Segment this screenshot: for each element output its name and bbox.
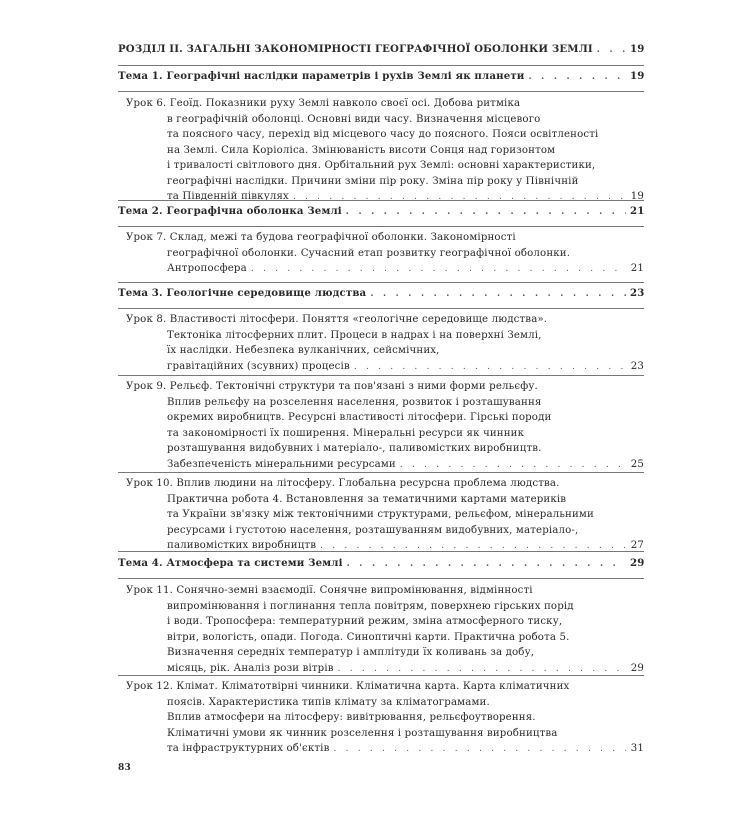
dot-leader [597,43,626,59]
dot-leader [400,458,626,474]
topic-heading [118,286,644,302]
dot-leader [529,70,627,86]
lesson-line: Урок 10. Вплив людини на літосферу. Глобальна ресурсна проблема людства. [126,478,560,489]
lesson-line: Урок 6. Геоїд. Показники руху Землі навколо своєї осі. Добова ритміка [126,98,521,109]
divider [118,91,644,92]
divider [118,472,644,473]
lesson-line: Урок 11. Сонячно-земні взаємодії. Сонячне випромінювання, відмінності [126,585,533,596]
divider [118,578,644,579]
lesson-line: Вплив рельєфу на розселення населення, розвиток і розташування [167,396,542,408]
section-page: 19 [630,43,645,55]
lesson-line: Забезпеченість мінеральними ресурсами [167,458,396,470]
lesson-line: географічної оболонки. Сучасний етап розвитку географічної оболонки. [167,247,571,259]
dot-leader [354,360,626,376]
dot-leader [347,557,626,573]
divider [118,551,644,552]
lesson-line: окремих виробництв. Ресурсні властивості літосфери. Гірські породи [167,412,552,423]
lesson-page: 19 [630,191,644,202]
lesson-line: на Землі. Сила Коріоліса. Змінюваність висоти Сонця над горизонтом [167,144,556,156]
lesson-line: вітри, вологість, опади. Погода. Синоптичні карти. Практична робота 5. [167,631,570,643]
lesson-entry [118,96,644,205]
lesson-line: Урок 12. Клімат. Кліматотвірні чинники. Кліматична карта. Карта кліматичних [126,681,570,692]
lesson-page: 21 [630,263,644,274]
lesson-line: випромінювання і поглинання тепла повітрям, поверхнею гірських порід [167,600,574,612]
lesson-line: гравітаційних (зсувних) процесів [167,360,350,372]
lesson-line: Визначення середніх температур і амплітуди їх коливань за добу, [167,647,535,658]
lesson-line: і тривалості світлового дня. Орбітальний рух Землі: основні характеристики, [167,160,596,171]
divider [118,375,644,376]
lesson-page: 27 [630,540,644,551]
lesson-line: ресурсами і густотою населення, розташуванням видобувних, матеріало-, [167,524,579,536]
lesson-line: Антропосфера [167,263,247,274]
topic-page: 21 [630,205,645,217]
section-heading [118,42,644,58]
lesson-page: 23 [630,360,644,372]
lesson-line: їх наслідки. Небезпека вулканічних, сейсмічних, [167,345,440,356]
lesson-line: паливомістких виробництв [167,540,317,551]
divider [118,675,644,676]
divider [118,282,644,283]
lesson-entry [118,583,644,676]
topic-page: 29 [630,557,645,569]
lesson-entry [118,476,644,554]
lesson-line: поясів. Характеристика типів клімату за кліматограмами. [167,696,490,708]
topic-page: 23 [630,287,645,299]
topic-heading [118,69,644,85]
topic-heading [118,204,644,220]
lesson-line: та закономірності їх поширення. Мінеральні ресурси як чинник [167,427,525,439]
lesson-entry [118,312,644,374]
topic-title: Тема 4. Атмосфера та системи Землі [118,557,343,569]
lesson-line: та Південній півкулях [167,191,289,202]
lesson-line: розташування видобувних і матеріало-, паливомістких виробництв. [167,443,542,454]
lesson-line: Практична робота 4. Встановлення за тематичними картами материків [167,493,567,505]
lesson-line: Урок 9. Рельєф. Тектонічні структури та пов'язані з ними форми рельєфу. [126,381,538,392]
lesson-line: Вплив атмосфери на літосферу: вивітрювання, рельєфоутворення. [167,712,536,723]
topic-page: 19 [630,70,645,82]
dot-leader [346,205,626,221]
divider [118,226,644,227]
dot-leader [320,539,626,555]
lesson-line: і води. Тропосфера: температурний режим, зміна атмосферного тиску, [167,616,563,627]
divider [118,65,644,66]
dot-leader [251,262,626,278]
divider [118,200,644,201]
lesson-line: та України зв'язку між тектонічними структурами, рельєфом, мінеральними [167,509,594,520]
lesson-line: Урок 8. Властивості літосфери. Поняття «геологічне середовище людства». [126,314,548,325]
lesson-line: місяць, рік. Аналіз рози вітрів [167,662,334,674]
dot-leader [333,742,626,758]
lesson-page: 29 [630,662,644,674]
lesson-line: географічні наслідки. Причини зміни пір року. Зміна пір року у Північній [167,175,579,187]
lesson-page: 31 [630,743,644,754]
lesson-line: в географічній оболонці. Основні види часу. Визначення місцевого [167,113,541,125]
lesson-line: та інфраструктурних об'єктів [167,743,330,754]
lesson-entry [118,230,644,277]
lesson-page: 25 [630,458,644,470]
topic-heading [118,556,644,572]
page-number: 83 [118,763,131,773]
lesson-line: Тектоніка літосферних плит. Процеси в надрах і на поверхні Землі, [167,329,542,341]
lesson-line: та поясного часу, перехід від місцевого часу до поясного. Пояси освітленості [167,129,599,140]
topic-title: Тема 3. Геологічне середовище людства [118,287,367,299]
lesson-entry [118,679,644,757]
dot-leader [370,287,626,303]
lesson-line: Кліматичні умови як чинник розселення і розташування виробництва [167,727,558,739]
lesson-line: Урок 7. Склад, межі та будова географічної оболонки. Закономірності [126,232,516,243]
divider [118,308,644,309]
topic-title: Тема 2. Географічна оболонка Землі [118,205,342,217]
topic-title: Тема 1. Географічні наслідки параметрів і рухів Землі як планети [118,70,525,82]
lesson-entry [118,379,644,472]
section-title: РОЗДІЛ II. ЗАГАЛЬНІ ЗАКОНОМІРНОСТІ ГЕОГРАФІЧНОЇ ОБОЛОНКИ ЗЕМЛІ [118,43,593,55]
